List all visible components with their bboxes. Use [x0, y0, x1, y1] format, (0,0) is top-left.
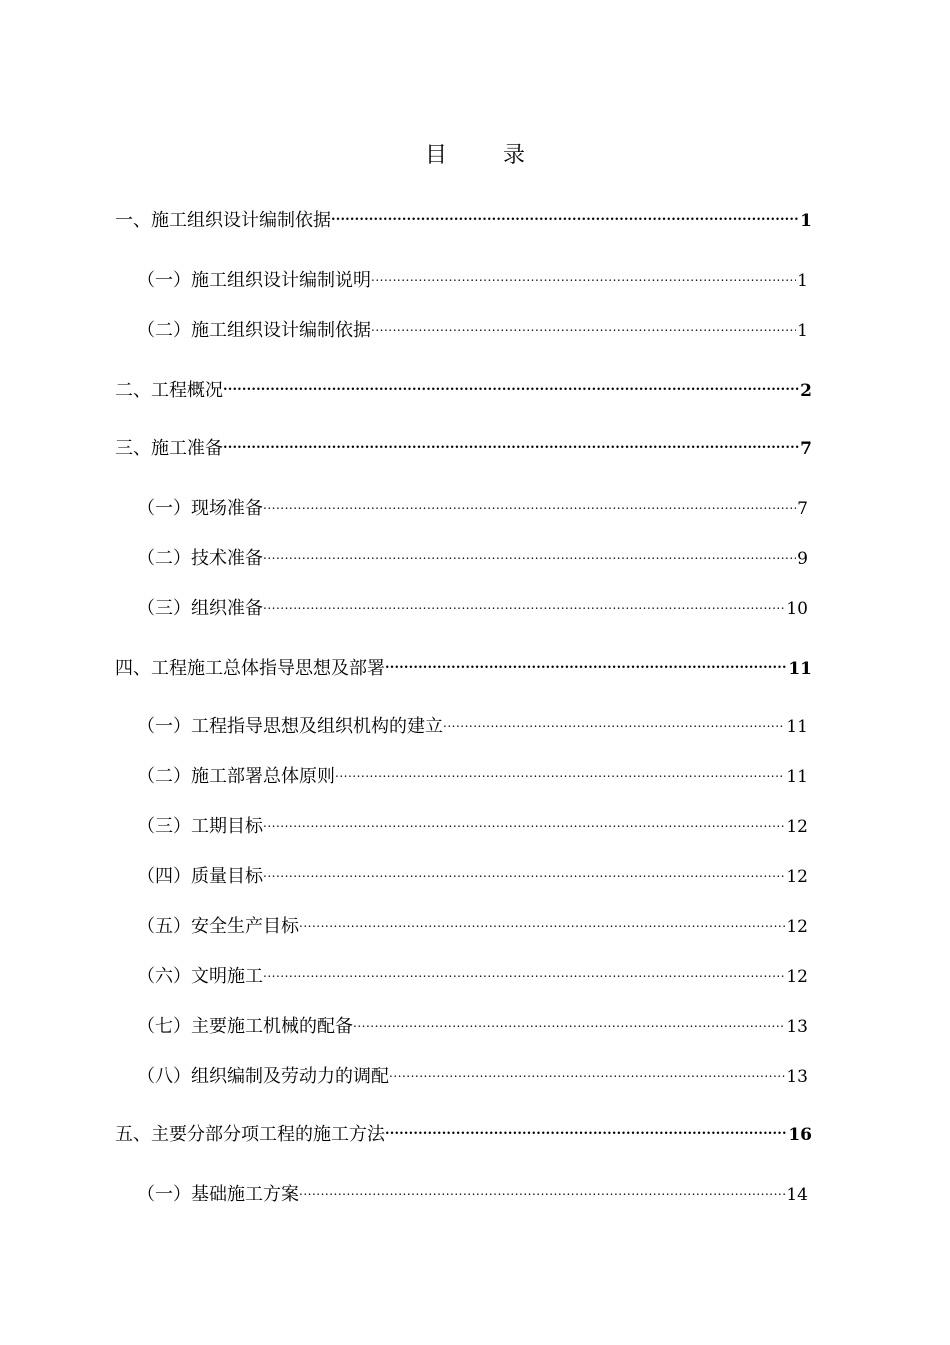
toc-dot-leader	[385, 1114, 787, 1140]
toc-dot-leader	[389, 1056, 785, 1082]
toc-entry-page-number: 9	[797, 549, 808, 569]
toc-entry-title: 五、主要分部分项工程的施工方法	[115, 1124, 385, 1145]
toc-dot-leader	[331, 200, 799, 226]
toc-dot-leader	[353, 1006, 785, 1032]
toc-entry-page-number: 12	[786, 867, 808, 887]
toc-dot-leader	[385, 648, 787, 674]
toc-entry-page-number: 12	[786, 917, 808, 937]
toc-section-entry[interactable]	[137, 588, 808, 619]
toc-dot-leader	[263, 806, 785, 832]
toc-chapter-entry[interactable]	[115, 648, 812, 679]
toc-entry-title: （四）质量目标	[137, 866, 263, 887]
toc-chapter-entry[interactable]	[115, 200, 812, 231]
toc-dot-leader	[223, 370, 799, 396]
toc-entry-page-number: 11	[786, 767, 808, 787]
toc-dot-leader	[335, 756, 785, 782]
toc-title-char-1: 目	[424, 143, 447, 168]
toc-entry-page-number: 12	[786, 967, 808, 987]
toc-dot-leader	[263, 538, 796, 564]
toc-entry-page-number: 1	[800, 211, 812, 231]
toc-dot-leader	[263, 588, 785, 614]
toc-entry-page-number: 7	[800, 439, 812, 459]
toc-entry-title: （一）现场准备	[137, 498, 263, 519]
toc-section-entry[interactable]	[137, 1006, 808, 1037]
toc-entry-title: （五）安全生产目标	[137, 916, 299, 937]
toc-entry-page-number: 2	[800, 381, 812, 401]
toc-dot-leader	[263, 856, 785, 882]
toc-entry-title: （八）组织编制及劳动力的调配	[137, 1066, 389, 1087]
toc-entry-title: （二）施工部署总体原则	[137, 766, 335, 787]
toc-title-char-2: 录	[503, 143, 526, 168]
toc-section-entry[interactable]	[137, 538, 808, 569]
toc-section-entry[interactable]	[137, 906, 808, 937]
toc-entry-title: 四、工程施工总体指导思想及部署	[115, 658, 385, 679]
toc-section-entry[interactable]	[137, 260, 808, 291]
toc-entry-title: 一、施工组织设计编制依据	[115, 210, 331, 231]
toc-entry-page-number: 13	[786, 1067, 808, 1087]
toc-entry-page-number: 11	[786, 717, 808, 737]
toc-entry-page-number: 1	[797, 321, 808, 341]
toc-entry-page-number: 7	[797, 499, 808, 519]
toc-section-entry[interactable]	[137, 756, 808, 787]
toc-section-entry[interactable]	[137, 488, 808, 519]
toc-section-entry[interactable]	[137, 806, 808, 837]
toc-dot-leader	[263, 956, 785, 982]
toc-dot-leader	[299, 906, 785, 932]
toc-chapter-entry[interactable]	[115, 1114, 812, 1145]
toc-entry-title: （一）施工组织设计编制说明	[137, 270, 371, 291]
toc-entry-title: （一）工程指导思想及组织机构的建立	[137, 716, 443, 737]
toc-entry-page-number: 16	[788, 1125, 812, 1145]
toc-dot-leader	[299, 1174, 785, 1200]
toc-chapter-entry[interactable]	[115, 428, 812, 459]
toc-chapter-entry[interactable]	[115, 370, 812, 401]
toc-dot-leader	[371, 310, 796, 336]
toc-entry-title: （一）基础施工方案	[137, 1184, 299, 1205]
toc-entry-title: 三、施工准备	[115, 438, 223, 459]
toc-entry-page-number: 11	[788, 659, 812, 679]
toc-section-entry[interactable]	[137, 856, 808, 887]
toc-entry-page-number: 12	[786, 817, 808, 837]
toc-section-entry[interactable]	[137, 706, 808, 737]
toc-dot-leader	[263, 488, 796, 514]
toc-section-entry[interactable]	[137, 1174, 808, 1205]
toc-entry-page-number: 13	[786, 1017, 808, 1037]
toc-dot-leader	[443, 706, 785, 732]
toc-entry-title: 二、工程概况	[115, 380, 223, 401]
toc-dot-leader	[371, 260, 796, 286]
toc-dot-leader	[223, 428, 799, 454]
toc-entry-page-number: 10	[786, 599, 808, 619]
toc-section-entry[interactable]	[137, 1056, 808, 1087]
toc-entry-title: （二）施工组织设计编制依据	[137, 320, 371, 341]
toc-section-entry[interactable]	[137, 956, 808, 987]
toc-entry-title: （三）组织准备	[137, 598, 263, 619]
toc-entry-page-number: 1	[797, 271, 808, 291]
toc-entry-title: （六）文明施工	[137, 966, 263, 987]
toc-entry-page-number: 14	[786, 1185, 808, 1205]
toc-entry-title: （二）技术准备	[137, 548, 263, 569]
toc-section-entry[interactable]	[137, 310, 808, 341]
toc-entry-title: （三）工期目标	[137, 816, 263, 837]
toc-entry-title: （七）主要施工机械的配备	[137, 1016, 353, 1037]
